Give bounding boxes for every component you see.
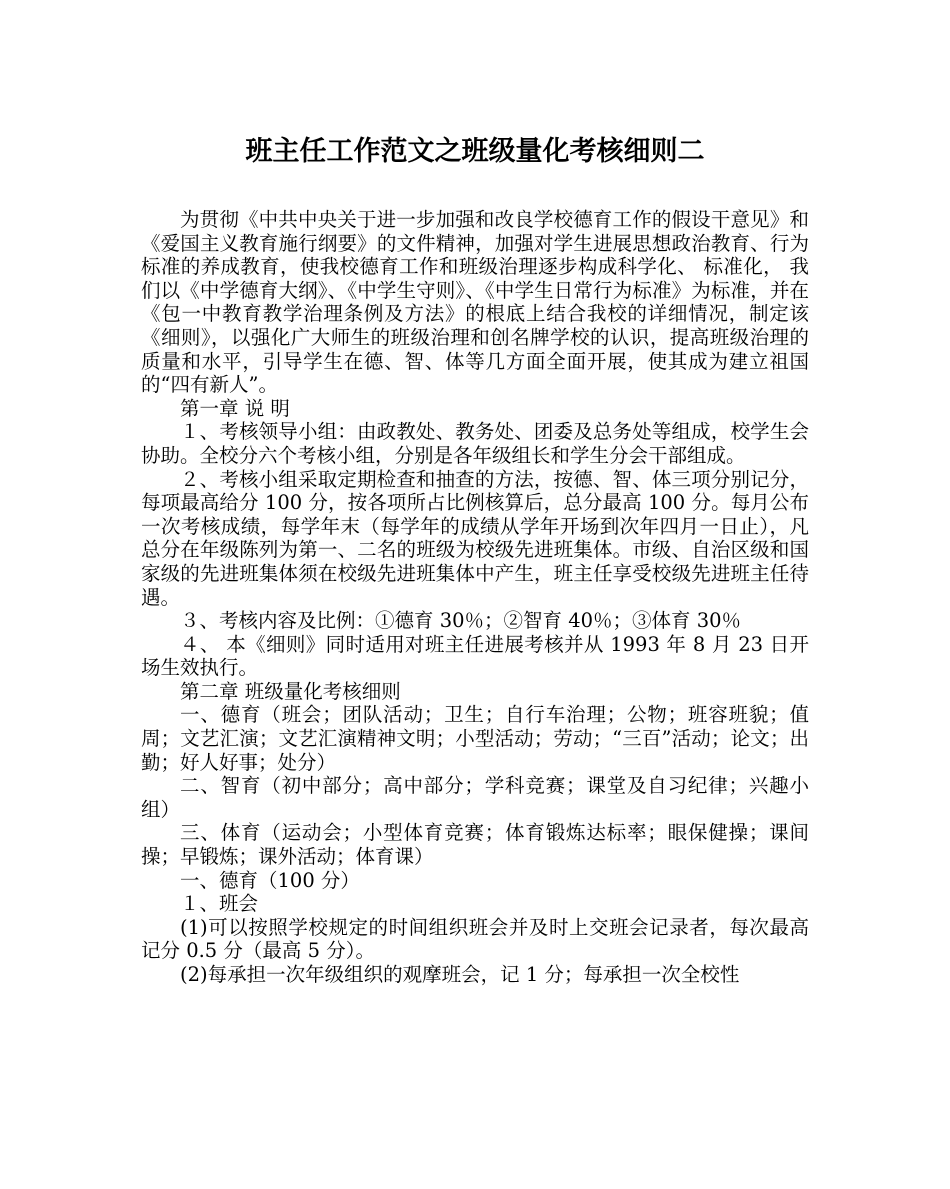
paragraph-physical: 三、体育（运动会；小型体育竞赛；体育锻炼达标率；眼保健操；课间操；早锻炼；课外活动；体育课） xyxy=(141,821,809,869)
chapter-two-heading: 第二章 班级量化考核细则 xyxy=(180,679,401,703)
paragraph-item-2: ２、考核小组采取定期检查和抽查的方法，按德、智、体三项分别记分，每项最高给分 100 分，按各项所占比例核算后，总分最高 100 分。每月公布一次考核成绩，每学年末（每学年的成绩从学年开场到次年四月一日止），凡总分在年级陈列为第一、二名的班级为校级先进班集体。市级、自治区级和国家级的先进班集体须在校级先进班集体中产生，班主任享受校级先进班主任待遇。 xyxy=(141,467,809,609)
paragraph-moral: 一、德育（班会；团队活动；卫生；自行车治理；公物；班容班貌；值周；文艺汇演；文艺汇演精神文明；小型活动；劳动；“三百”活动；论文；出勤；好人好事；处分） xyxy=(141,703,809,774)
subsection-class-meeting: １、班会 xyxy=(180,892,259,916)
document-body xyxy=(141,208,809,987)
section-moral-heading: 一、德育（100 分） xyxy=(180,868,360,892)
paragraph-intro: 为贯彻《中共中央关于进一步加强和改良学校德育工作的假设干意见》和《爱国主义教育施行纲要》的文件精神，加强对学生进展思想政治教育、行为标准的养成教育，使我校德育工作和班级治理逐步构成科学化、 标准化， 我们以《中学德育大纲》、《中学生守则》、《中学生日常行为标准》为标准，并在《包一中教育教学治理条例及方法》的根底上结合我校的详细情况，制定该《细则》，以强化广大师生的班级治理和创名牌学校的认识，提高班级治理的质量和水平，引导学生在德、智、体等几方面全面开展，使其成为建立祖国的“四有新人”。 xyxy=(141,208,809,397)
paragraph-rule-2: (2)每承担一次年级组织的观摩班会，记 1 分；每承担一次全校性 xyxy=(180,963,740,986)
chapter-one-heading: 第一章 说 明 xyxy=(180,396,290,420)
paragraph-item-1: １、考核领导小组：由政教处、教务处、团委及总务处等组成，校学生会协助。全校分六个考核小组，分别是各年级组长和学生分会干部组成。 xyxy=(141,420,809,467)
paragraph-rule-1: (1)可以按照学校规定的时间组织班会并及时上交班会记录者，每次最高记分 0.5 分（最高 5 分）。 xyxy=(141,915,809,963)
paragraph-item-3: ３、考核内容及比例：①德育 30％；②智育 40％；③体育 30％ xyxy=(180,609,742,633)
paragraph-intellectual: 二、智育（初中部分；高中部分；学科竞赛；课堂及自习纪律；兴趣小组） xyxy=(141,774,809,821)
paragraph-item-4: ４、 本《细则》同时适用对班主任进展考核并从 1993 年 8 月 23 日开场生效执行。 xyxy=(141,632,809,680)
document-title: 班主任工作范文之班级量化考核细则二 xyxy=(245,136,705,167)
